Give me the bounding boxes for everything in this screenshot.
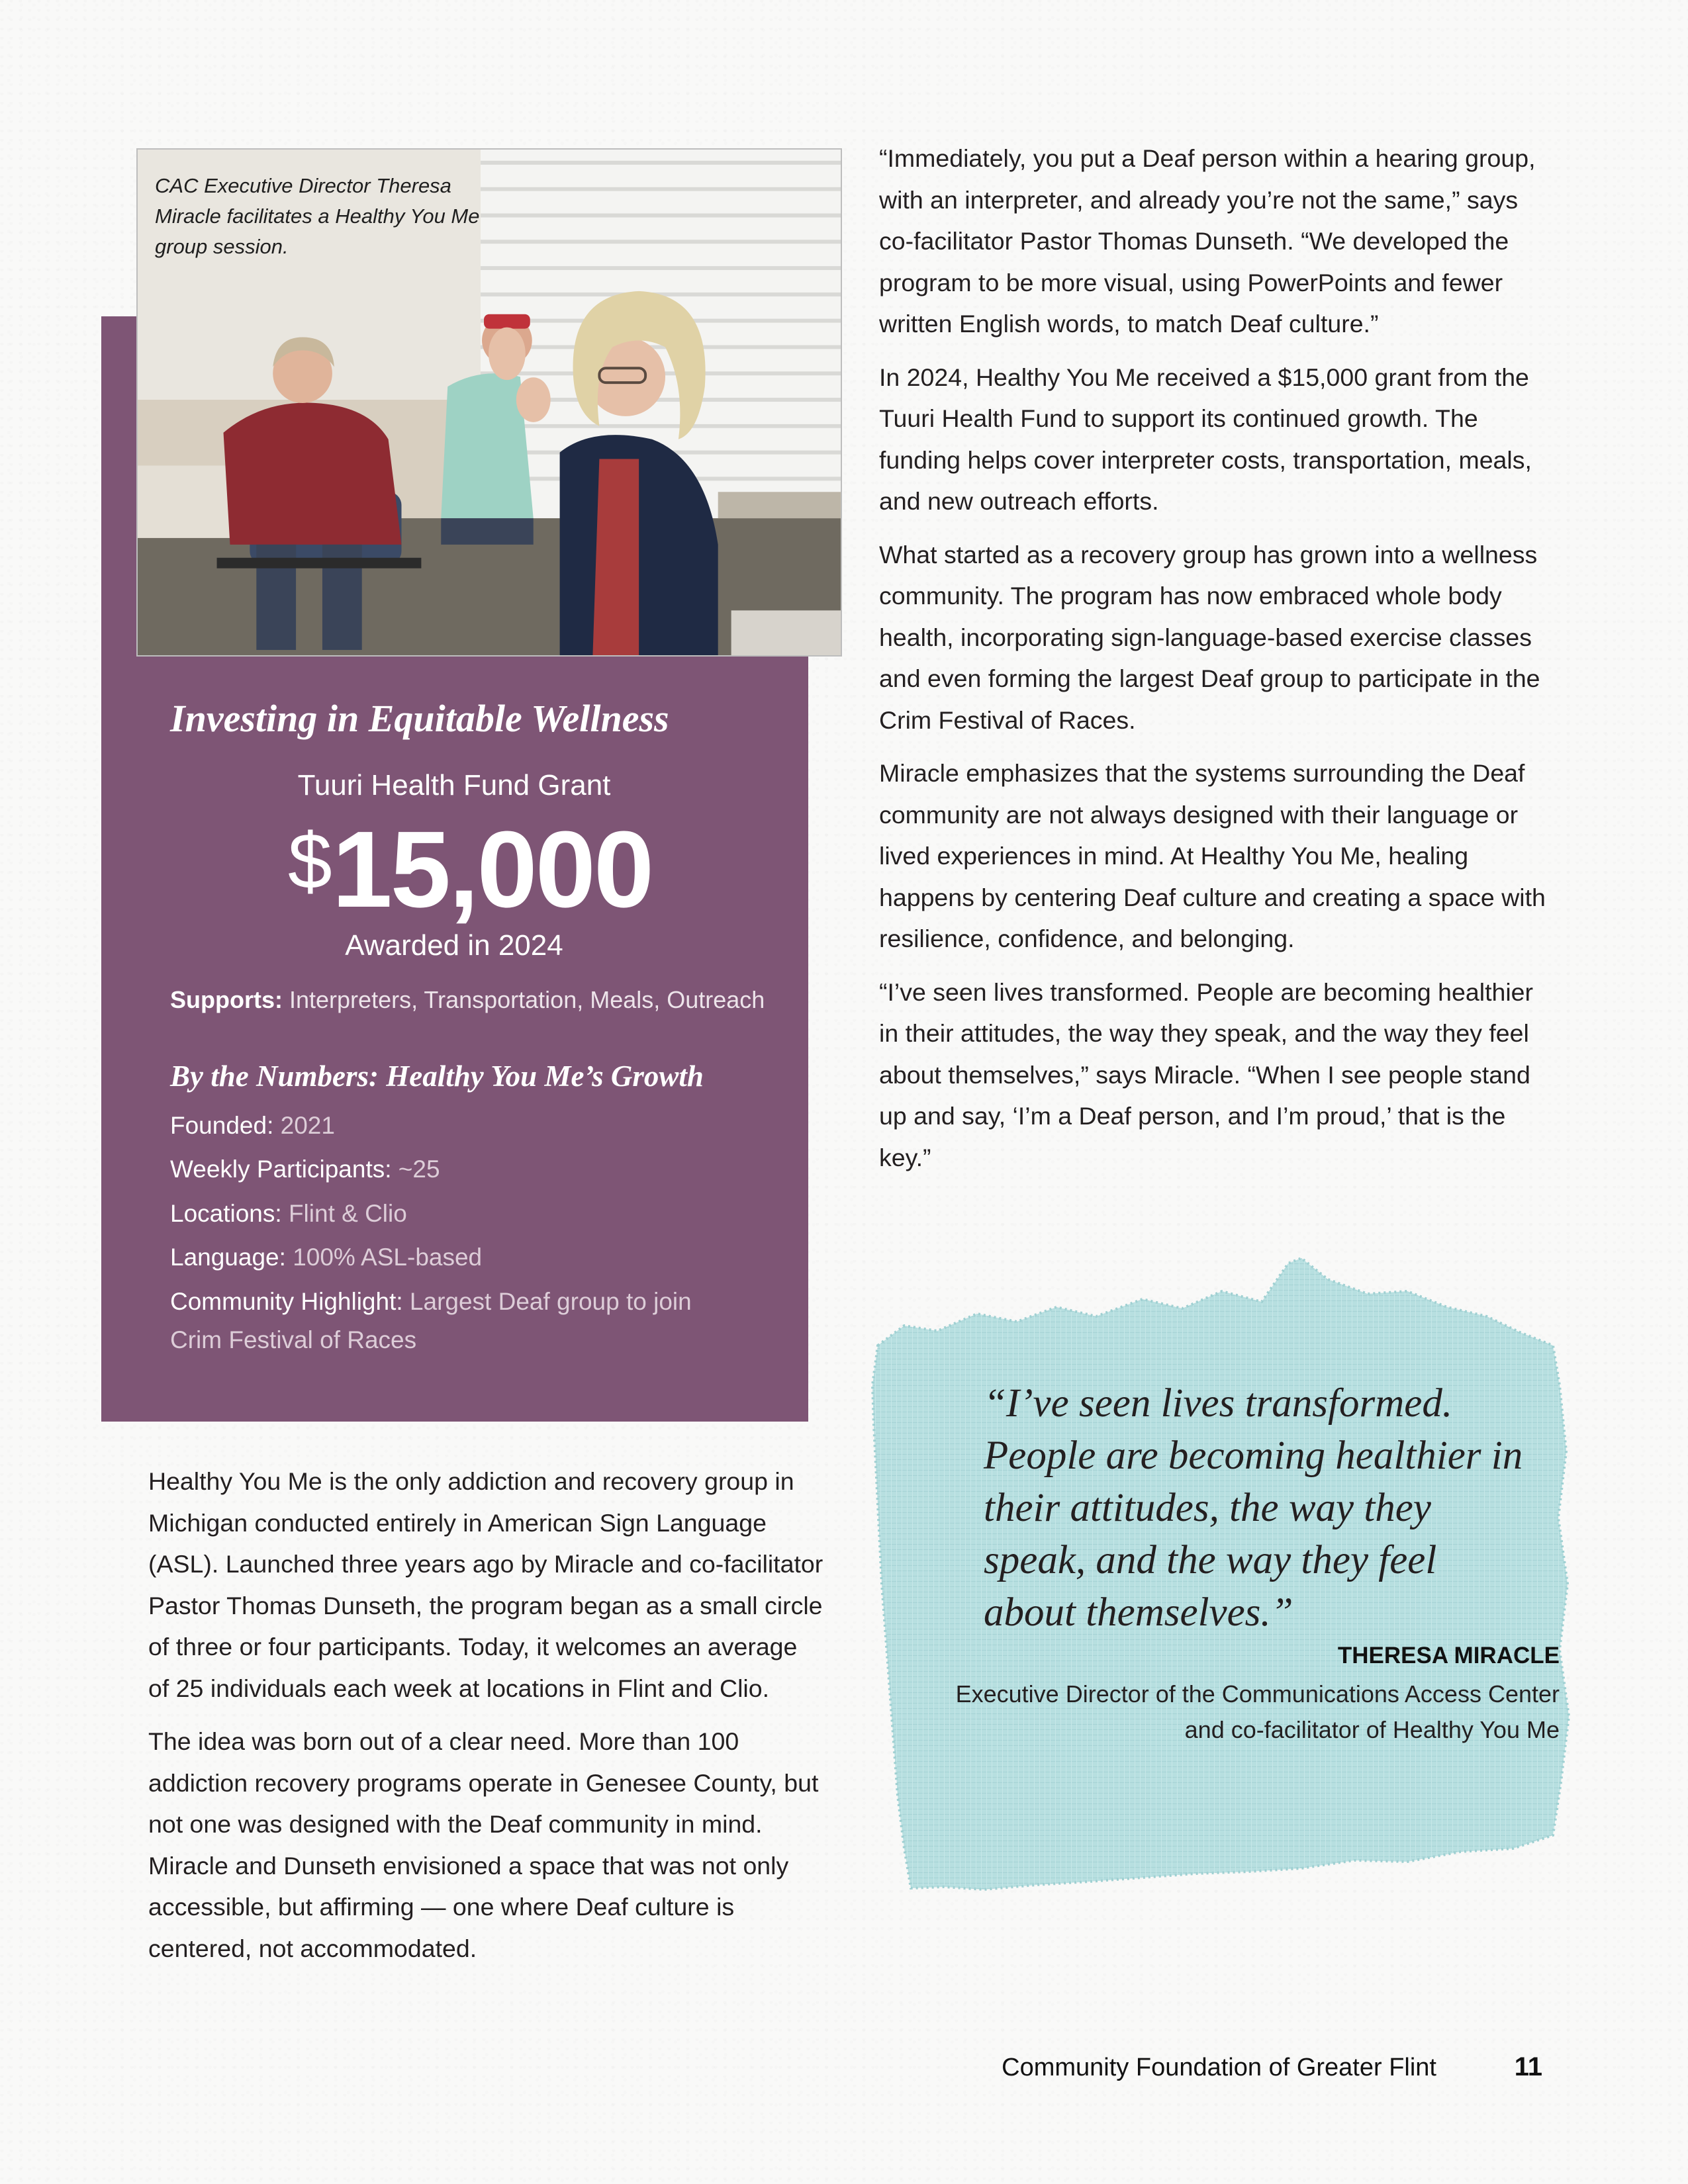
body-paragraph: “Immediately, you put a Deaf person within a hearing group, with an interpreter, and already you’re not the same,” says co-facilitator Pastor Thomas Dunseth. “We developed the program to be more visual, using PowerPoints and fewer written English words, to match Deaf culture.” xyxy=(879,144,1536,338)
body-paragraph: The idea was born out of a clear need. More than 100 addiction recovery programs operate in Genesee County, but not one was designed with the Deaf community in mind. Miracle and Dunseth envisioned a space that was not only accessible, but affirming — one where Deaf culture is centered, not accommodated. xyxy=(148,1727,819,1962)
grant-name: Tuuri Health Fund Grant xyxy=(297,769,611,801)
pull-quote-card xyxy=(865,1253,1574,1895)
stat-label: Community Highlight: xyxy=(170,1288,403,1315)
left-column xyxy=(148,1461,823,1969)
body-paragraph: “I’ve seen lives transformed. People are becoming healthier in their attitudes, the way they speak, and the way they feel about themselves,” says Miracle. “When I see people stand up and say, ‘I’m a Deaf person, and I’m proud,’ that is the key.” xyxy=(879,978,1534,1171)
body-paragraph: In 2024, Healthy You Me received a $15,000 grant from the Tuuri Health Fund to support its continued growth. The funding helps cover interpreter costs, transportation, meals, and new outreach efforts. xyxy=(879,363,1532,515)
stat-label: Locations: xyxy=(170,1200,282,1227)
numbers-title: By the Numbers: Healthy You Me’s Growth xyxy=(170,1060,704,1093)
page-number: 11 xyxy=(1514,2052,1542,2081)
box-title: Investing in Equitable Wellness xyxy=(170,697,669,740)
grant-amount xyxy=(252,807,688,932)
photo-caption: CAC Executive Director Theresa Miracle facilitates a Healthy You Me group session. xyxy=(155,174,480,258)
body-paragraph: What started as a recovery group has grown into a wellness community. The program has now embraced whole body health, incorporating sign-language-based exercise classes and even forming the largest Deaf group to participate in the Crim Festival of Races. xyxy=(879,540,1540,734)
body-paragraph: Healthy You Me is the only addiction and recovery group in Michigan conducted entirely in American Sign Language (ASL). Launched three years ago by Miracle and co-facilitator Pastor Thomas Dunseth, the program began as a small circle of three or four participants. Today, it welcomes an average of 25 individuals each week at locations in Flint and Clio. xyxy=(148,1467,823,1702)
stat-label: Weekly Participants: xyxy=(170,1156,392,1183)
supports-label: Supports: xyxy=(170,986,283,1013)
stat-label: Founded: xyxy=(170,1112,274,1139)
stat-value: Flint & Clio xyxy=(288,1200,407,1227)
stat-value: Largest Deaf group to join Crim Festival of Races xyxy=(170,1288,692,1353)
stat-community-highlight xyxy=(170,1283,726,1359)
right-column xyxy=(879,138,1554,1178)
stat-label: Language: xyxy=(170,1244,286,1271)
supports-line xyxy=(170,986,766,1014)
amount-value: 15,000 xyxy=(332,809,653,930)
stat-value: 2021 xyxy=(280,1112,335,1139)
currency-symbol: $ xyxy=(287,817,332,905)
stat-value: 100% ASL-based xyxy=(293,1244,483,1271)
stat-locations xyxy=(170,1195,739,1233)
quote-attribution-role: Executive Director of the Communications Access Center and co-facilitator of Healthy You Me xyxy=(955,1680,1560,1743)
quote-attribution-name: THERESA MIRACLE xyxy=(1337,1643,1560,1668)
stat-value: ~25 xyxy=(398,1156,440,1183)
awarded-year: Awarded in 2024 xyxy=(345,929,563,962)
stat-weekly-participants xyxy=(170,1150,739,1189)
footer-organization: Community Foundation of Greater Flint xyxy=(1002,2054,1436,2081)
group-session-photo xyxy=(136,148,842,657)
pull-quote-text: “I’ve seen lives transformed. People are becoming healthier in their attitudes, the way they speak, and the way they feel about themselves.” xyxy=(984,1381,1523,1635)
body-paragraph: Miracle emphasizes that the systems surrounding the Deaf community are not always designed with their language or lived experiences in mind. At Healthy You Me, healing happens by centering Deaf culture and creating a space with resilience, confidence, and belonging. xyxy=(879,759,1546,952)
stat-language xyxy=(170,1238,739,1277)
supports-value: Interpreters, Transportation, Meals, Outreach xyxy=(289,986,765,1013)
stat-founded xyxy=(170,1107,739,1145)
